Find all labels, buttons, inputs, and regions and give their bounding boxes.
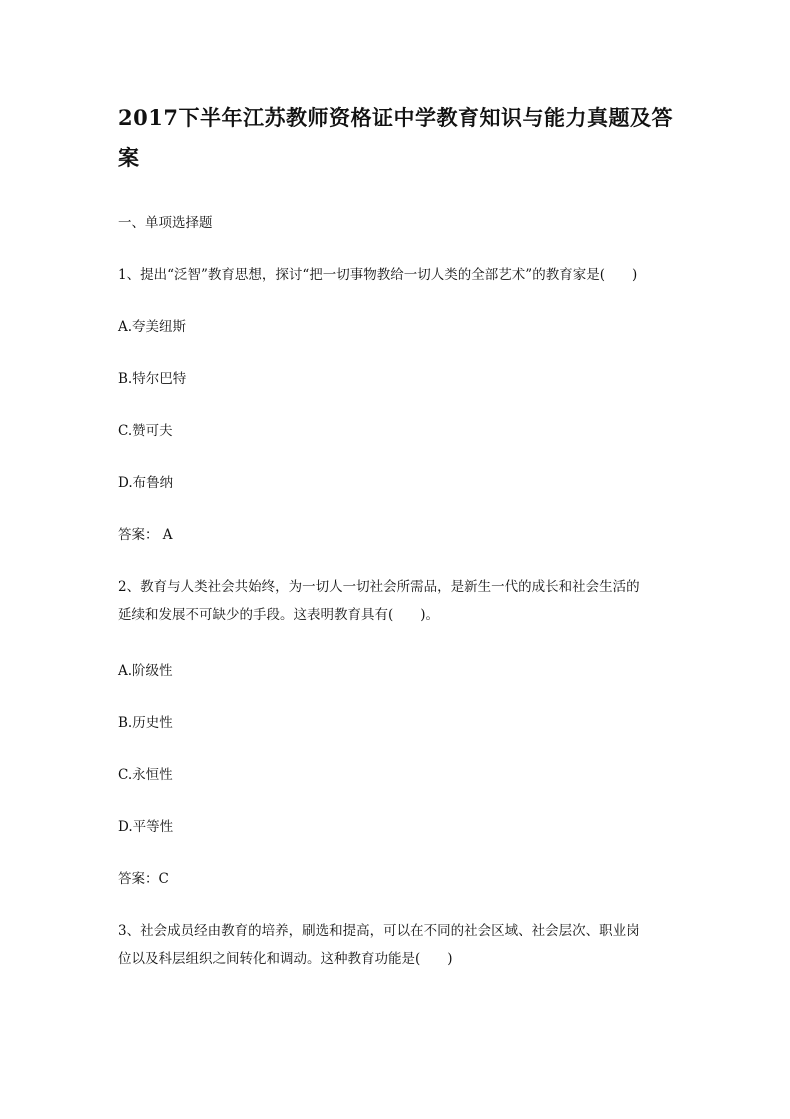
question-2-answer: 答案：C — [118, 871, 169, 887]
question-3-stem — [118, 917, 678, 973]
question-2-stem — [118, 573, 678, 629]
question-2-stem-line-2: 延续和发展不可缺少的手段。这表明教育具有( )。 — [118, 607, 440, 623]
question-1-option-b: B.特尔巴特 — [118, 371, 187, 387]
question-1-stem: 1、提出“泛智”教育思想，探讨“把一切事物教给一切人类的全部艺术”的教育家是( ) — [118, 267, 638, 283]
question-2-stem-line-1: 2、教育与人类社会共始终，为一切人一切社会所需品，是新生一代的成长和社会生活的 — [118, 579, 640, 595]
question-1-option-a: A.夸美纽斯 — [118, 319, 187, 335]
question-3-stem-line-1: 3、社会成员经由教育的培养，刷选和提高，可以在不同的社会区域、社会层次、职业岗 — [118, 923, 640, 939]
question-2-option-d: D.平等性 — [118, 819, 174, 835]
question-1-option-d: D.布鲁纳 — [118, 475, 174, 491]
question-1-answer: 答案： A — [118, 527, 173, 543]
question-2-option-b: B.历史性 — [118, 715, 173, 731]
question-1-option-c: C.赞可夫 — [118, 423, 173, 439]
question-2-option-a: A.阶级性 — [118, 663, 173, 679]
question-3-stem-line-2: 位以及科层组织之间转化和调动。这种教育功能是( ) — [118, 951, 453, 967]
document-title: 2017下半年江苏教师资格证中学教育知识与能力真题及答案 — [118, 105, 673, 170]
question-2-option-c: C.永恒性 — [118, 767, 173, 783]
section-heading: 一、单项选择题 — [118, 215, 213, 231]
